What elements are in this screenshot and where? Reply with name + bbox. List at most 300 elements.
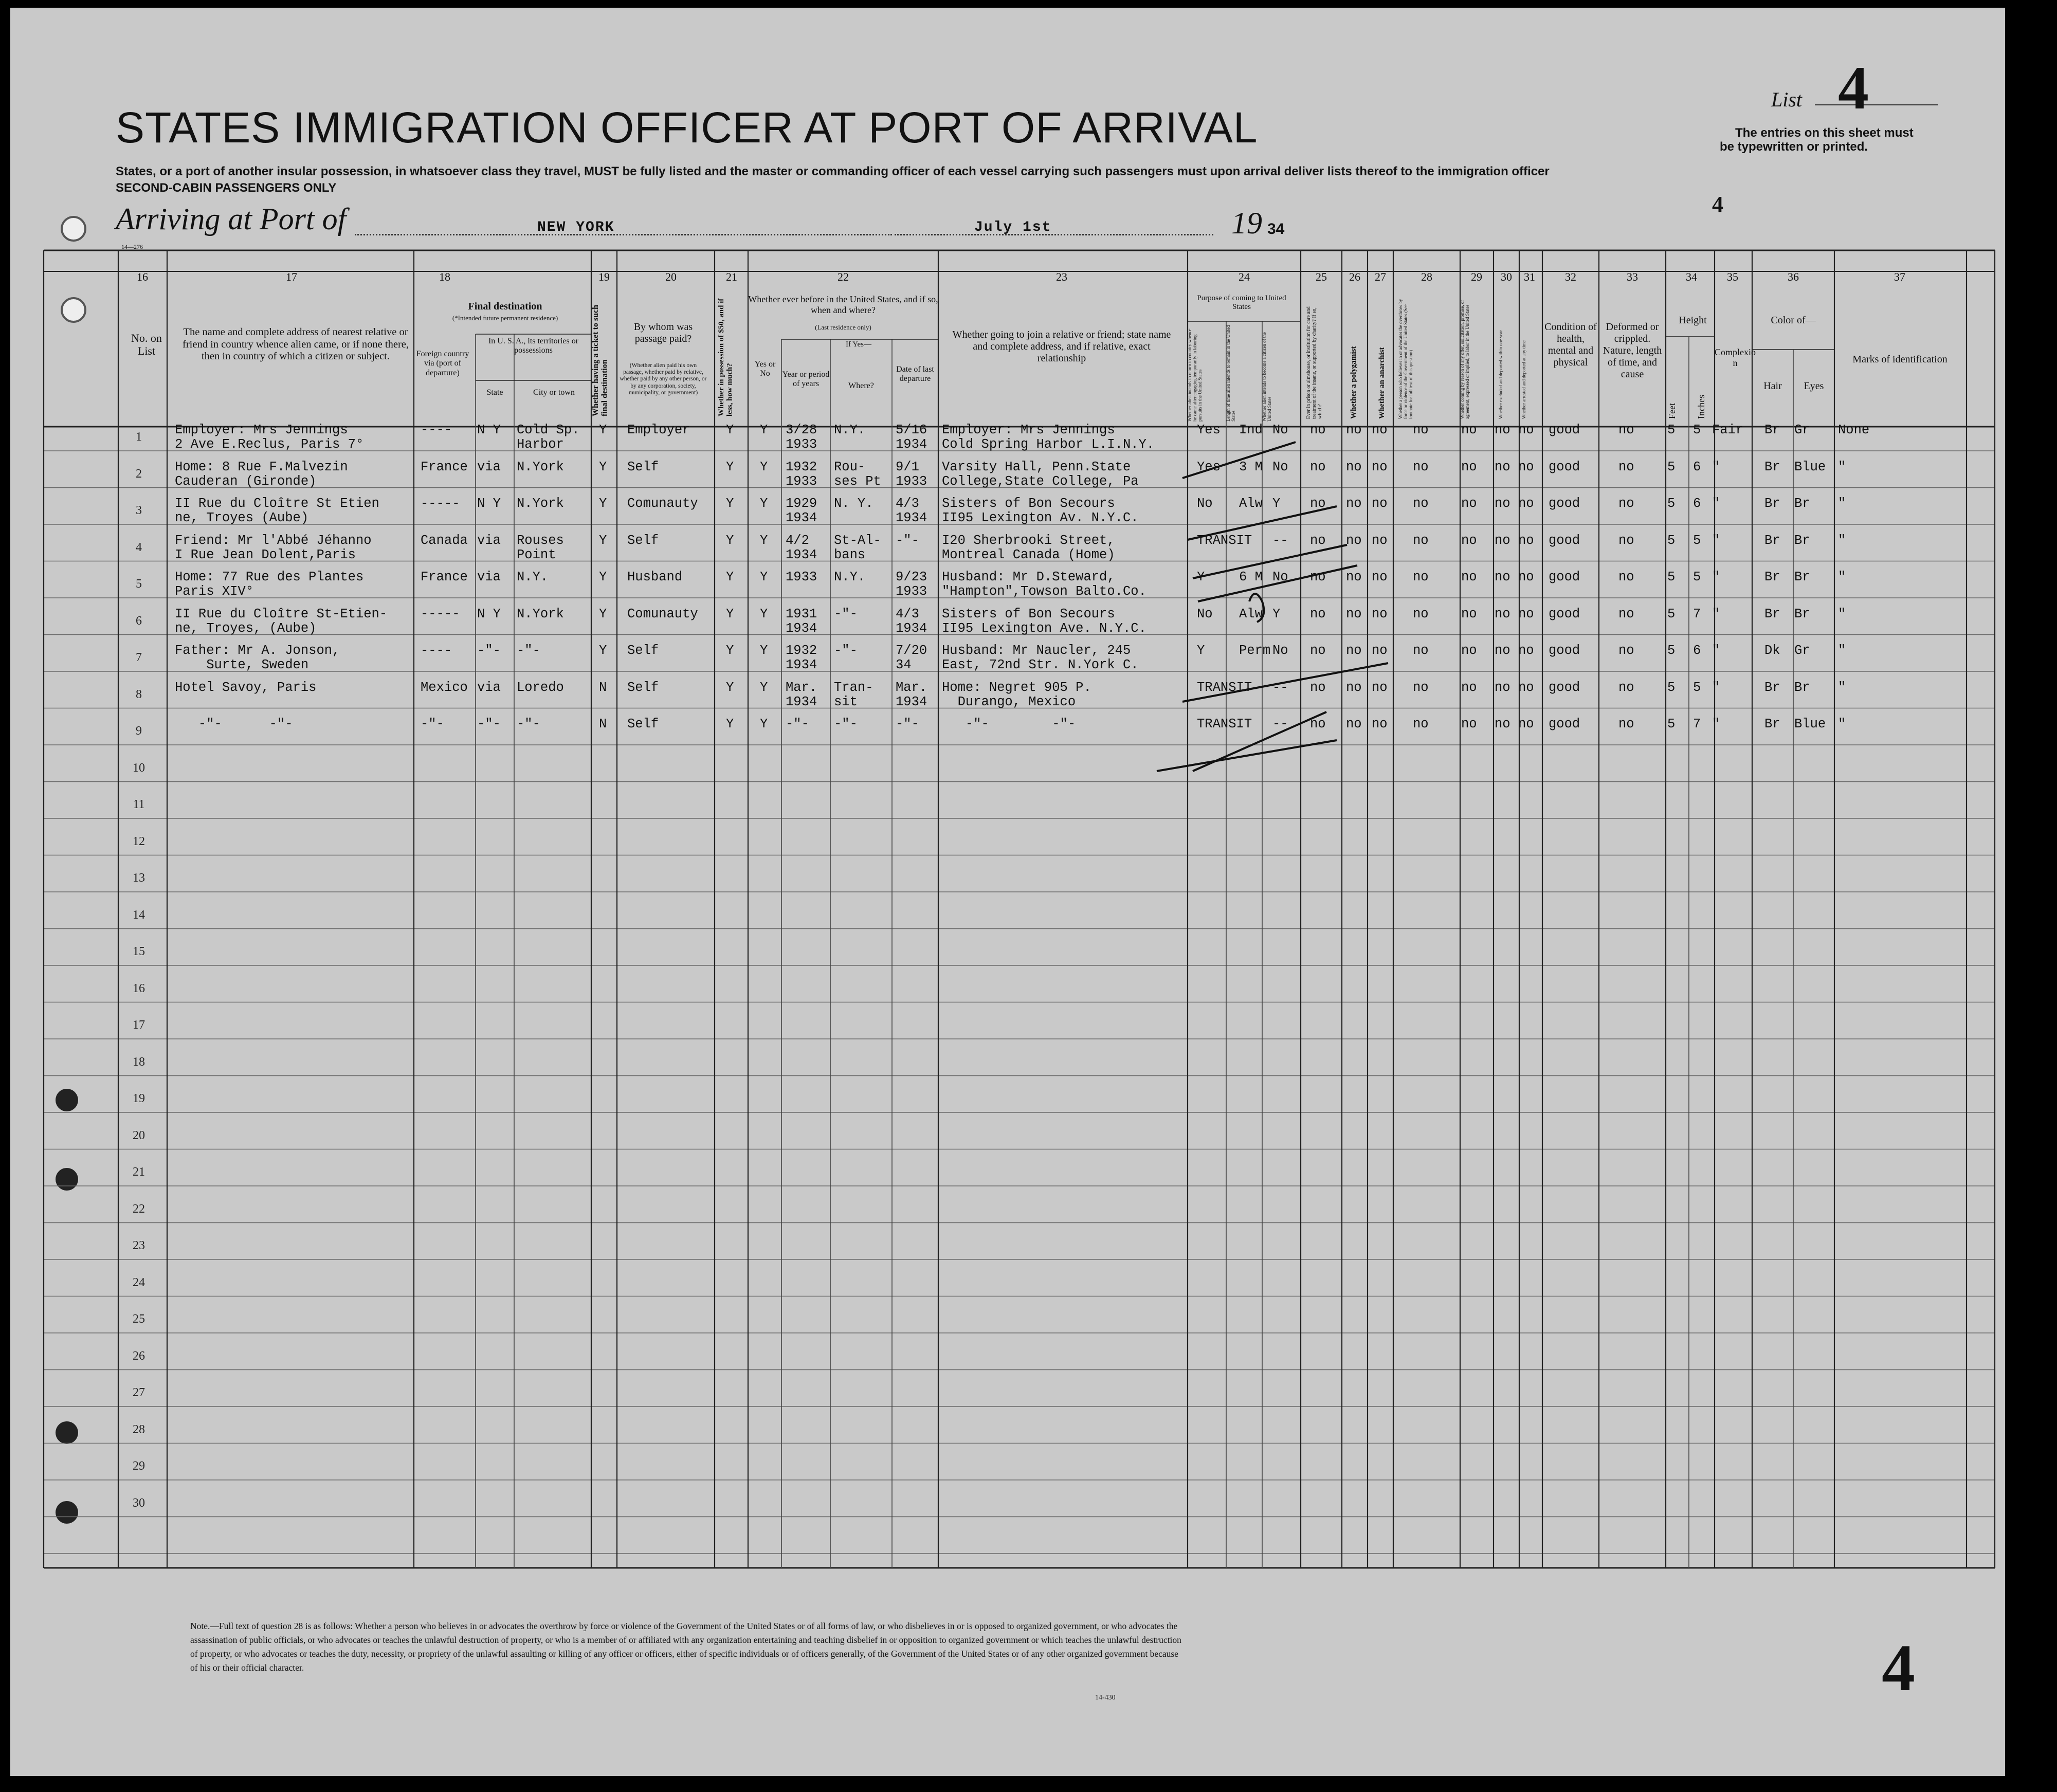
entry-c24b: Alw (1239, 496, 1263, 511)
entry-c18c: N.York (517, 459, 564, 474)
entry-c22w: N.Y. (834, 423, 866, 437)
entry-c36e: Br (1794, 606, 1810, 621)
column-number: 27 (1375, 270, 1386, 283)
column-number: 33 (1627, 270, 1638, 283)
entry-c24c: No (1272, 459, 1288, 474)
entry-c30: no (1495, 643, 1510, 658)
entry-c30: no (1495, 717, 1510, 732)
entry-c31: no (1518, 423, 1534, 437)
entry-c30: no (1495, 423, 1510, 437)
entry-c18f: ----- (421, 606, 460, 621)
entry-c24b: Ind (1239, 423, 1263, 437)
column-number: 24 (1239, 270, 1250, 283)
row-number: 4 (136, 540, 142, 554)
entry-c34i: 7 (1693, 606, 1701, 621)
entry-c27: no (1372, 533, 1388, 548)
header-c20-sub: (Whether alien paid his own passage, whether paid by relative, whether paid by any other person, or by any corporation, society, municipality, or government) (620, 362, 707, 396)
entry-c19: Y (599, 606, 607, 621)
entry-c22y: Y (760, 643, 768, 658)
entry-c35: " (1712, 643, 1720, 658)
entry-c22w: -"- (834, 643, 858, 658)
column-number: 17 (286, 270, 297, 283)
row-number: 21 (133, 1165, 145, 1179)
row-number: 2 (136, 467, 142, 481)
entry-c25: no (1310, 423, 1326, 437)
entry-c23: Employer: Mrs Jennings Cold Spring Harbor L.I.N.Y. (942, 423, 1155, 452)
entry-c34f: 5 (1667, 570, 1676, 584)
entry-c33: no (1618, 606, 1634, 621)
entry-c36e: Br (1794, 496, 1810, 511)
entry-c36h: Br (1764, 680, 1780, 695)
row-number: 8 (136, 687, 142, 701)
header-c34-feet: Feet (1667, 403, 1677, 419)
header-c33: Deformed or crippled. Nature, length of time, and cause (1603, 321, 1662, 380)
entry-c22d: 4/3 1934 (896, 606, 927, 636)
row-number: 25 (133, 1312, 145, 1326)
entry-c17: Home: 77 Rue des Plantes Paris XIV° (175, 570, 364, 599)
header-c34-title: Height (1679, 315, 1707, 326)
entry-c32: good (1549, 643, 1580, 658)
entry-c26: no (1346, 643, 1362, 658)
column-number: 20 (665, 270, 677, 283)
entry-c21: Y (726, 459, 734, 474)
entry-c36h: Br (1764, 570, 1780, 584)
entry-c24a: Yes (1197, 423, 1221, 437)
header-c16: No. on List (131, 332, 162, 358)
entry-c37: " (1838, 459, 1846, 474)
entry-c37: " (1838, 717, 1846, 732)
entry-c35: " (1712, 606, 1720, 621)
row-number: 24 (133, 1275, 145, 1289)
entry-c17: -"- -"- (175, 717, 293, 732)
entry-c28: no (1413, 643, 1429, 658)
entry-c23: Husband: Mr D.Steward, "Hampton",Towson Balto.Co. (942, 570, 1146, 599)
entry-c19: Y (599, 570, 607, 584)
entry-c36e: Blue (1794, 717, 1826, 732)
entry-c25: no (1310, 570, 1326, 584)
entry-c24c: No (1272, 570, 1288, 584)
entry-c23: Varsity Hall, Penn.State College,State College, Pa (942, 459, 1139, 489)
entry-c33: no (1618, 570, 1634, 584)
entry-c33: no (1618, 496, 1634, 511)
header-c18-foreign: Foreign country via (port of departure) (416, 350, 469, 377)
row-number: 7 (136, 651, 142, 664)
entry-c29: no (1461, 570, 1477, 584)
column-number: 22 (838, 270, 849, 283)
header-c31: Whether arrested and deported at any time (1521, 340, 1526, 419)
form-number: 14-430 (1095, 1694, 1116, 1702)
entry-c24c: No (1272, 423, 1288, 437)
entry-c24a: Y (1197, 570, 1205, 584)
entry-c18c: Cold Sp. Harbor (517, 423, 580, 452)
entry-c26: no (1346, 496, 1362, 511)
entry-c23: I20 Sherbrooki Street, Montreal Canada (Home) (942, 533, 1115, 562)
entry-c22d: 7/20 34 (896, 643, 927, 672)
entry-c34f: 5 (1667, 606, 1676, 621)
row-number: 22 (133, 1202, 145, 1216)
entry-c27: no (1372, 643, 1388, 658)
entry-c27: no (1372, 423, 1388, 437)
entry-c18s: -"- (477, 643, 501, 658)
top-form-number: 14—276 (121, 243, 143, 250)
entry-c18c: N.Y. (517, 570, 549, 584)
header-c25: Ever in prison or almshouse, or institution for care and treatment of the insane, or supported by charity? If so, which? (1306, 306, 1323, 419)
entry-c22p: 1933 (786, 570, 817, 584)
entry-c17: II Rue du Cloître St-Etien- ne, Troyes, (Aube) (175, 606, 388, 636)
entry-c22y: Y (760, 717, 768, 732)
header-c22-yesno: Yes or No (754, 360, 776, 378)
entry-c21: Y (726, 533, 734, 548)
row-number: 9 (136, 724, 142, 738)
entry-c18c: Loredo (517, 680, 564, 695)
entry-c27: no (1372, 717, 1388, 732)
header-c36-hair: Hair (1763, 380, 1782, 392)
entry-c21: Y (726, 643, 734, 658)
entry-c35: " (1712, 459, 1720, 474)
header-c22-ifyes: If Yes— (845, 340, 871, 349)
header-c34-inches: Inches (1696, 395, 1706, 419)
entry-c18c: Rouses Point (517, 533, 564, 562)
header-c24-c: Whether alien intends to become a citizen of the United States (1262, 332, 1272, 422)
entry-c18s: N Y (477, 496, 501, 511)
entry-c26: no (1346, 717, 1362, 732)
entry-c18f: France (421, 570, 468, 584)
entry-c24b: Alw (1239, 606, 1263, 621)
entry-c31: no (1518, 459, 1534, 474)
entry-c25: no (1310, 459, 1326, 474)
entry-c35: " (1712, 680, 1720, 695)
entry-c30: no (1495, 570, 1510, 584)
entry-c18s: via (477, 533, 501, 548)
entry-c29: no (1461, 496, 1477, 511)
entry-c37: " (1838, 606, 1846, 621)
entry-c22p: -"- (786, 717, 809, 732)
entry-c22y: Y (760, 423, 768, 437)
entry-c29: no (1461, 680, 1477, 695)
row-number: 6 (136, 614, 142, 628)
row-number: 19 (133, 1092, 145, 1105)
entry-c22w: N.Y. (834, 570, 866, 584)
entry-c36e: Br (1794, 533, 1810, 548)
entry-c20: Self (627, 459, 659, 474)
entry-c25: no (1310, 680, 1326, 695)
entry-c34i: 5 (1693, 570, 1701, 584)
entry-c18f: ----- (421, 496, 460, 511)
entry-c27: no (1372, 606, 1388, 621)
entry-c33: no (1618, 680, 1634, 695)
entry-c22y: Y (760, 496, 768, 511)
entry-c35: " (1712, 533, 1720, 548)
entry-c29: no (1461, 533, 1477, 548)
entry-c34i: 5 (1693, 533, 1701, 548)
entry-c22p: 3/28 1933 (786, 423, 817, 452)
entry-c23: Husband: Mr Naucler, 245 East, 72nd Str. N.York C. (942, 643, 1139, 672)
entry-c36e: Br (1794, 570, 1810, 584)
entry-c36h: Br (1764, 717, 1780, 732)
entry-c26: no (1346, 606, 1362, 621)
entry-c34f: 5 (1667, 533, 1676, 548)
header-c35: Complexion (1715, 347, 1756, 368)
subtitle-line-1: States, or a port of another insular possession, in whatsoever class they travel, MUST be fully listed and the master or commanding officer of each vessel carrying such passengers must upon arrival deliver lists thereof to the immigration officer (116, 164, 1550, 178)
header-c19: Whether having a ticket to such final destination (591, 304, 609, 416)
entry-c20: Comunauty (627, 496, 698, 511)
column-number: 28 (1421, 270, 1432, 283)
entry-c32: good (1549, 533, 1580, 548)
entry-c18s: via (477, 570, 501, 584)
entry-c24a: Yes (1197, 459, 1221, 474)
entry-c33: no (1618, 717, 1634, 732)
entry-c22y: Y (760, 680, 768, 695)
year-suffix: 34 (1267, 221, 1285, 237)
header-c36-eyes: Eyes (1804, 380, 1824, 392)
entry-c18s: -"- (477, 717, 501, 732)
entry-c35: " (1712, 570, 1720, 584)
row-number: 5 (136, 577, 142, 591)
entry-c19: N (599, 717, 607, 732)
entry-c36h: Br (1764, 459, 1780, 474)
list-label: List (1771, 88, 1803, 111)
row-number: 15 (133, 945, 145, 958)
margin-mark: 4 (1712, 192, 1723, 217)
entry-c26: no (1346, 423, 1362, 437)
entry-c22d: Mar. 1934 (896, 680, 927, 709)
entry-c24c: -- (1272, 533, 1288, 548)
entry-c31: no (1518, 606, 1534, 621)
entry-c22y: Y (760, 606, 768, 621)
header-c20-title: By whom was passage paid? (633, 321, 693, 344)
entry-c32: good (1549, 680, 1580, 695)
entry-c36e: Blue (1794, 459, 1826, 474)
entry-c21: Y (726, 717, 734, 732)
entry-c17: Father: Mr A. Jonson, Surte, Sweden (175, 643, 340, 672)
column-number: 18 (439, 270, 450, 283)
entry-c27: no (1372, 570, 1388, 584)
entry-c37: " (1838, 496, 1846, 511)
entry-c24c: Y (1272, 606, 1281, 621)
entry-c17: Friend: Mr l'Abbé Jéhanno I Rue Jean Dolent,Paris (175, 533, 372, 562)
column-number: 21 (726, 270, 737, 283)
header-c36-title: Color of— (1771, 315, 1816, 326)
entry-c17: II Rue du Cloître St Etien ne, Troyes (Aube) (175, 496, 379, 525)
entry-c31: no (1518, 533, 1534, 548)
entry-c32: good (1549, 570, 1580, 584)
entry-c22w: Rou- ses Pt (834, 459, 881, 489)
header-c32: Condition of health, mental and physical (1544, 321, 1597, 368)
entry-c37: None (1838, 423, 1870, 437)
entry-c18s: via (477, 680, 501, 695)
entry-c34i: 5 (1693, 423, 1701, 437)
entry-c24b: 6 M (1239, 570, 1263, 584)
entry-c28: no (1413, 459, 1429, 474)
entry-c37: " (1838, 680, 1846, 695)
entry-c36h: Br (1764, 606, 1780, 621)
entry-c29: no (1461, 717, 1477, 732)
header-c27: Whether an anarchist (1378, 347, 1386, 419)
entry-c22p: 1932 1934 (786, 643, 817, 672)
year-prefix: 19 (1231, 206, 1262, 240)
column-number: 32 (1565, 270, 1576, 283)
instructions-line-2: be typewritten or printed. (1720, 140, 1868, 154)
entry-c26: no (1346, 459, 1362, 474)
entry-c32: good (1549, 717, 1580, 732)
row-number: 11 (133, 798, 145, 811)
header-c26: Whether a polygamist (1350, 346, 1358, 419)
arriving-label: Arriving at Port of (116, 202, 347, 236)
entry-c31: no (1518, 496, 1534, 511)
column-number: 37 (1894, 270, 1905, 283)
column-number: 36 (1788, 270, 1799, 283)
entry-c22d: -"- (896, 717, 919, 732)
entry-c22w: N. Y. (834, 496, 873, 511)
entry-c25: no (1310, 643, 1326, 658)
header-c18-usa: In U. S. A., its territories or possessions (488, 337, 579, 355)
entry-c29: no (1461, 423, 1477, 437)
entry-c22p: 1932 1933 (786, 459, 817, 489)
entry-c20: Comunauty (627, 606, 698, 621)
entry-c34i: 6 (1693, 496, 1701, 511)
row-number: 26 (133, 1349, 145, 1363)
entry-c20: Employer (627, 423, 690, 437)
entry-c18f: Canada (421, 533, 468, 548)
entry-c21: Y (726, 606, 734, 621)
entry-c20: Self (627, 717, 659, 732)
entry-c22y: Y (760, 533, 768, 548)
entry-c25: no (1310, 496, 1326, 511)
entry-c18c: -"- (517, 643, 540, 658)
entry-c32: good (1549, 606, 1580, 621)
entry-c36h: Br (1764, 533, 1780, 548)
entry-c23: Home: Negret 905 P. Durango, Mexico (942, 680, 1091, 709)
entry-c22w: Tran- sit (834, 680, 873, 709)
row-number: 18 (133, 1055, 145, 1069)
entry-c27: no (1372, 496, 1388, 511)
entry-c24a: TRANSIT (1197, 533, 1252, 548)
entry-c29: no (1461, 606, 1477, 621)
entry-c34i: 5 (1693, 680, 1701, 695)
header-c30: Whether excluded and deported within one year (1498, 330, 1503, 419)
header-c22-year: Year or period of years (782, 370, 830, 389)
row-number: 27 (133, 1386, 145, 1399)
entry-c28: no (1413, 533, 1429, 548)
entry-c22y: Y (760, 570, 768, 584)
entry-c24b: 3 M (1239, 459, 1263, 474)
entry-c18c: N.York (517, 496, 564, 511)
entry-c24b: Perm (1239, 643, 1271, 658)
entry-c18c: N.York (517, 606, 564, 621)
header-c17: The name and complete address of nearest relative or friend in country whence alien came, or if none there, then in country of which a citizen or subject. (183, 326, 409, 362)
entry-c24c: Y (1272, 496, 1281, 511)
entry-c21: Y (726, 496, 734, 511)
entry-c24c: -- (1272, 680, 1288, 695)
row-number: 16 (133, 981, 145, 995)
entry-c19: N (599, 680, 607, 695)
column-number: 19 (598, 270, 610, 283)
column-number: 35 (1727, 270, 1738, 283)
entry-c34f: 5 (1667, 459, 1676, 474)
arrival-date: July 1st (974, 220, 1052, 235)
sheet-number-bottom: 4 (1882, 1631, 1915, 1705)
entry-c27: no (1372, 459, 1388, 474)
column-number: 34 (1686, 270, 1697, 283)
column-number: 23 (1056, 270, 1067, 283)
row-number: 12 (133, 834, 145, 848)
row-number: 10 (133, 761, 145, 775)
entry-c22w: -"- (834, 606, 858, 621)
header-c28: Whether a person who believes in or advocates the overthrow by force or violence of the Government of the United States (See footnote for full text of this question) (1398, 299, 1413, 419)
entry-c23: Sisters of Bon Secours II95 Lexington Ave. N.Y.C. (942, 606, 1146, 636)
entry-c19: Y (599, 423, 607, 437)
entry-c35: Fair (1712, 423, 1744, 437)
row-number: 17 (133, 1018, 145, 1032)
entry-c25: no (1310, 533, 1326, 548)
entry-c18f: Mexico (421, 680, 468, 695)
header-c21: Whether in possession of $50, and if less, how much? (717, 298, 734, 416)
entry-c18f: France (421, 459, 468, 474)
entry-c36h: Dk (1764, 643, 1780, 658)
entry-c36e: Gr (1794, 423, 1810, 437)
entry-c20: Self (627, 680, 659, 695)
entry-c33: no (1618, 423, 1634, 437)
entry-c31: no (1518, 570, 1534, 584)
entry-c31: no (1518, 643, 1534, 658)
row-number: 14 (133, 908, 145, 922)
entry-c32: good (1549, 459, 1580, 474)
entry-c24a: Y (1197, 643, 1205, 658)
entry-c17: Employer: Mrs Jennings 2 Ave E.Reclus, Paris 7° (175, 423, 364, 452)
row-number: 1 (136, 430, 142, 444)
entry-c28: no (1413, 570, 1429, 584)
row-number: 3 (136, 504, 142, 517)
column-number: 31 (1524, 270, 1535, 283)
entry-c36e: Br (1794, 680, 1810, 695)
entry-c30: no (1495, 606, 1510, 621)
entry-c37: " (1838, 533, 1846, 548)
entry-c28: no (1413, 680, 1429, 695)
subtitle-line-2: SECOND-CABIN PASSENGERS ONLY (116, 181, 337, 195)
header-c22-title: Whether ever before in the United States, and if so, when and where? (748, 294, 938, 315)
header-c18-state: State (486, 388, 503, 397)
entry-c20: Self (627, 533, 659, 548)
header-c23: Whether going to join a relative or friend; state name and complete address, and if relative, exact relationship (952, 329, 1171, 364)
column-number: 26 (1349, 270, 1360, 283)
entry-c22d: -"- (896, 533, 919, 548)
entry-c35: " (1712, 717, 1720, 732)
header-c18-sub: (*Intended future permanent residence) (452, 314, 558, 322)
entry-c26: no (1346, 680, 1362, 695)
entry-c28: no (1413, 423, 1429, 437)
entry-c23: -"- -"- (942, 717, 1076, 732)
entry-c24c: No (1272, 643, 1288, 658)
entry-c34f: 5 (1667, 643, 1676, 658)
entry-c24a: TRANSIT (1197, 680, 1252, 695)
entry-c30: no (1495, 459, 1510, 474)
entry-c22p: Mar. 1934 (786, 680, 817, 709)
entry-c33: no (1618, 643, 1634, 658)
entry-c24a: TRANSIT (1197, 717, 1252, 732)
column-number: 29 (1471, 270, 1482, 283)
entry-c33: no (1618, 459, 1634, 474)
entry-c25: no (1310, 606, 1326, 621)
list-number: 4 (1838, 53, 1869, 122)
entry-c20: Husband (627, 570, 683, 584)
header-c22-where: Where? (848, 381, 874, 390)
entry-c37: " (1838, 643, 1846, 658)
entry-c18f: -"- (421, 717, 444, 732)
arrival-port: NEW YORK (537, 220, 615, 235)
entry-c17: Home: 8 Rue F.Malvezin Cauderan (Gironde) (175, 459, 348, 489)
header-c18-city: City or town (533, 388, 575, 397)
column-number: 16 (137, 270, 148, 283)
